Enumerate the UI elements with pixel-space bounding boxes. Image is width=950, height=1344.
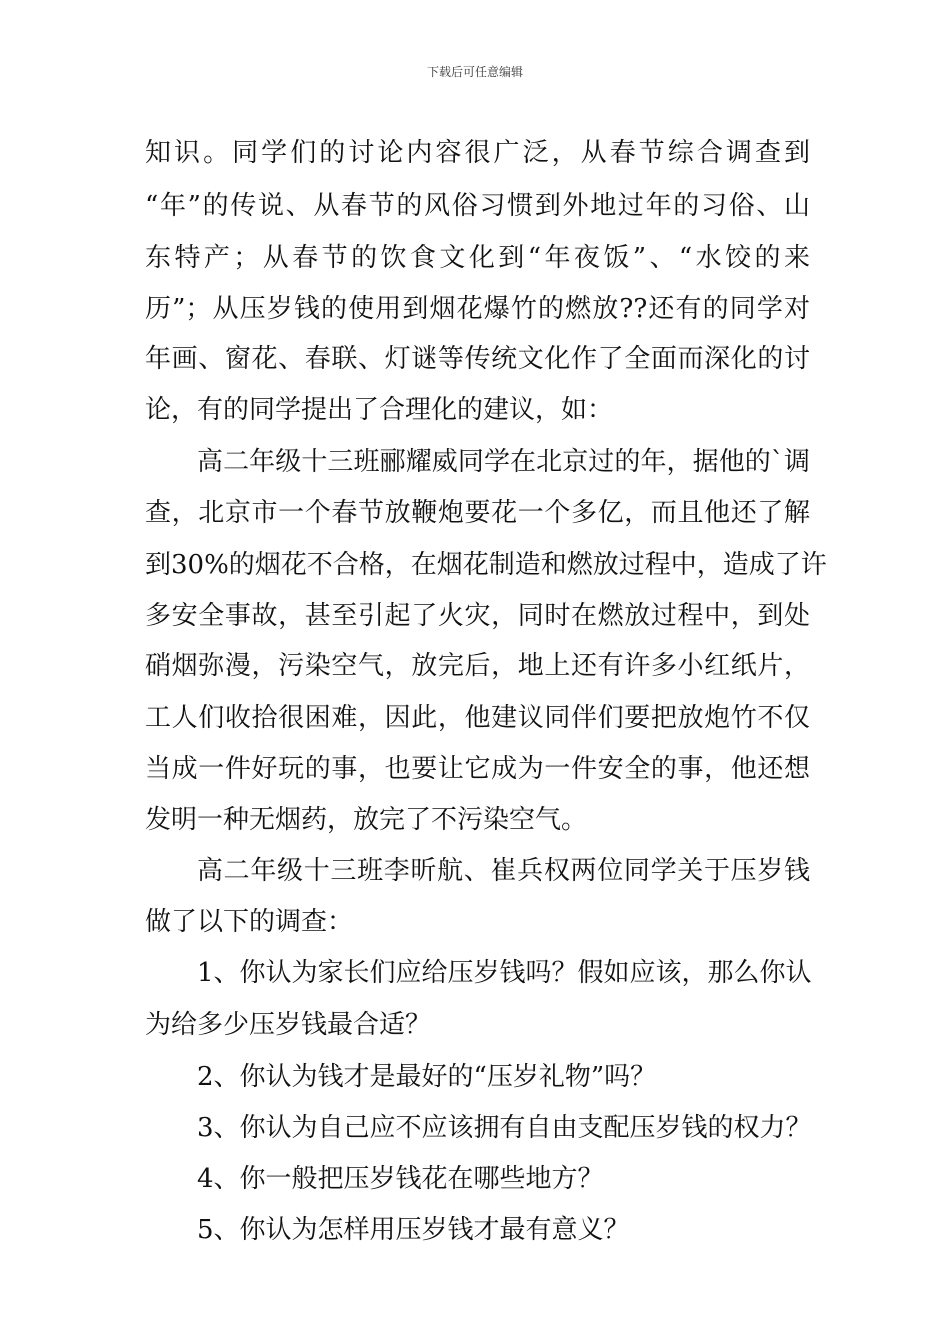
text-line: 东特产；从春节的饮食文化到“年夜饭”、“水饺的来 [145,243,810,273]
text-line: 多安全事故，甚至引起了火灾，同时在燃放过程中，到处 [145,601,810,631]
text-line: 当成一件好玩的事，也要让它成为一件安全的事，他还想 [145,754,810,784]
list-item [145,948,810,1051]
text-line: 2、你认为钱才是最好的“压岁礼物”吗？ [197,1062,657,1092]
text-line: 高二年级十三班李昕航、崔兵权两位同学关于压岁钱 [197,856,810,886]
list-item [145,1154,810,1205]
document-body [145,128,827,1256]
paragraph [145,846,810,948]
text-line: 高二年级十三班郦耀威同学在北京过的年，据他的`调 [197,447,810,477]
text-line: 1、你认为家长们应给压岁钱吗？假如应该，那么你认 [197,958,812,988]
text-line: “年”的传说、从春节的风俗习惯到外地过年的习俗、山 [145,191,810,221]
list-item [145,1103,810,1154]
text-line: 4、你一般把压岁钱花在哪些地方？ [197,1164,604,1194]
text-line: 历”；从压岁钱的使用到烟花爆竹的燃放??还有的同学对 [145,294,810,324]
text-line: 到30%的烟花不合格，在烟花制造和燃放过程中，造成了许 [145,550,827,580]
paragraph [145,128,810,436]
text-line: 年画、窗花、春联、灯谜等传统文化作了全面而深化的讨 [145,344,810,374]
text-line: 论，有的同学提出了合理化的建议，如： [145,395,614,425]
text-line: 发明一种无烟药，放完了不污染空气。 [145,805,588,835]
page-header: 下载后可任意编辑 [426,65,523,79]
text-line: 做了以下的调查： [145,907,354,937]
list-item [145,1205,810,1256]
paragraph [145,436,827,846]
text-line: 查，北京市一个春节放鞭炮要花一个多亿，而且他还了解 [145,498,810,528]
text-line: 知识。同学们的讨论内容很广泛，从春节综合调查到 [145,138,810,168]
text-line: 3、你认为自己应不应该拥有自由支配压岁钱的权力？ [197,1113,812,1143]
text-line: 为给多少压岁钱最合适？ [145,1010,432,1040]
text-line: 硝烟弥漫，污染空气，放完后，地上还有许多小红纸片， [145,651,810,681]
text-line: 5、你认为怎样用压岁钱才最有意义？ [197,1215,630,1245]
list-item [145,1051,810,1103]
text-line: 工人们收拾很困难，因此，他建议同伴们要把放炮竹不仅 [145,703,810,733]
